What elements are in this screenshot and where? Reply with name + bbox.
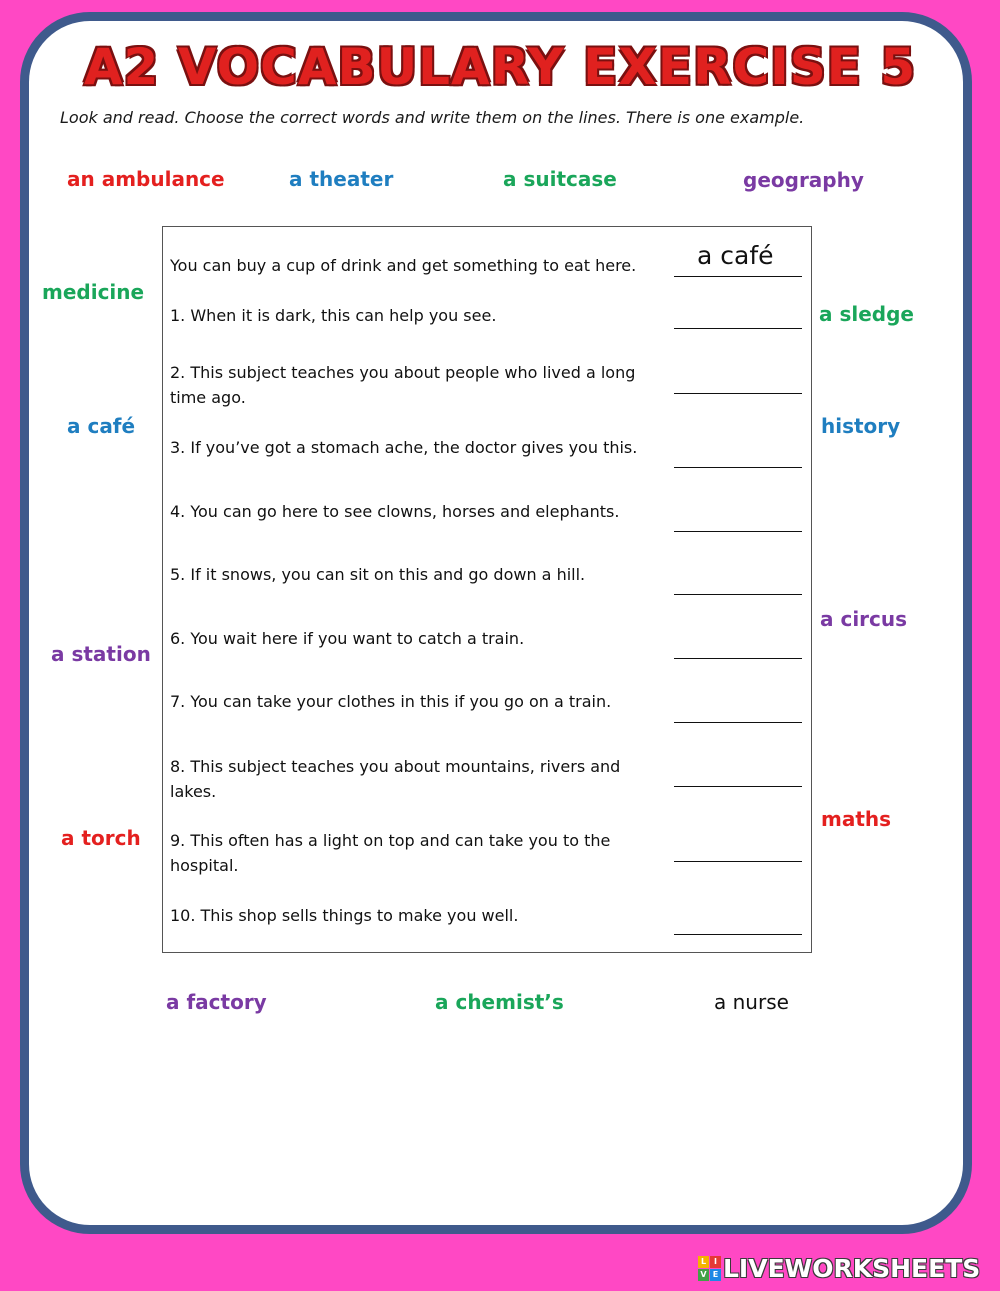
word-a-cafe[interactable]: a café: [67, 414, 136, 438]
word-maths[interactable]: maths: [821, 807, 892, 831]
logo-icon: [698, 1256, 721, 1281]
question-1: 1. When it is dark, this can help you see.: [170, 306, 497, 325]
word-a-theater[interactable]: a theater: [289, 167, 394, 191]
answer-line-9[interactable]: [674, 861, 802, 862]
answer-line-10[interactable]: [674, 934, 802, 935]
word-a-suitcase[interactable]: a suitcase: [503, 167, 617, 191]
example-answer: a café: [697, 241, 774, 270]
question-3: 3. If you’ve got a stomach ache, the doctor gives you this.: [170, 438, 638, 457]
instructions: Look and read. Choose the correct words and write them on the lines. There is one example.: [60, 108, 805, 127]
answer-line-5[interactable]: [674, 594, 802, 595]
question-2: 2. This subject teaches you about people who lived a long time ago.: [170, 363, 636, 407]
logo-text: LIVEWORKSHEETS: [723, 1254, 981, 1283]
liveworksheets-logo: [698, 1254, 980, 1283]
answer-line-2[interactable]: [674, 393, 802, 394]
answer-line-8[interactable]: [674, 786, 802, 787]
answer-line-7[interactable]: [674, 722, 802, 723]
answer-line-6[interactable]: [674, 658, 802, 659]
question-5: 5. If it snows, you can sit on this and go down a hill.: [170, 565, 586, 584]
word-medicine[interactable]: medicine: [42, 280, 145, 304]
word-a-sledge[interactable]: a sledge: [819, 302, 914, 326]
word-a-station[interactable]: a station: [51, 642, 151, 666]
question-8: 8. This subject teaches you about mountains, rivers and lakes.: [170, 757, 621, 801]
question-4: 4. You can go here to see clowns, horses and elephants.: [170, 502, 620, 521]
word-a-chemists[interactable]: a chemist’s: [435, 990, 564, 1014]
answer-line-1[interactable]: [674, 328, 802, 329]
question-7: 7. You can take your clothes in this if you go on a train.: [170, 692, 612, 711]
word-a-nurse[interactable]: a nurse: [714, 990, 789, 1014]
question-9: 9. This often has a light on top and can take you to the hospital.: [170, 831, 611, 875]
question-6: 6. You wait here if you want to catch a train.: [170, 629, 525, 648]
word-an-ambulance[interactable]: an ambulance: [67, 167, 225, 191]
word-geography[interactable]: geography: [743, 168, 864, 192]
answer-line-4[interactable]: [674, 531, 802, 532]
word-a-torch[interactable]: a torch: [61, 826, 141, 850]
logo-block: I: [710, 1256, 721, 1268]
answer-line-3[interactable]: [674, 467, 802, 468]
word-a-factory[interactable]: a factory: [166, 990, 267, 1014]
example-question: You can buy a cup of drink and get something to eat here.: [170, 256, 637, 275]
word-history[interactable]: history: [821, 414, 901, 438]
logo-block: L: [698, 1256, 709, 1268]
word-a-circus[interactable]: a circus: [820, 607, 908, 631]
example-answer-line: [674, 276, 802, 277]
logo-block: V: [698, 1269, 709, 1281]
page-title: A2 VOCABULARY EXERCISE 5: [83, 38, 917, 96]
question-10: 10. This shop sells things to make you well.: [170, 906, 519, 925]
logo-block: E: [710, 1269, 721, 1281]
